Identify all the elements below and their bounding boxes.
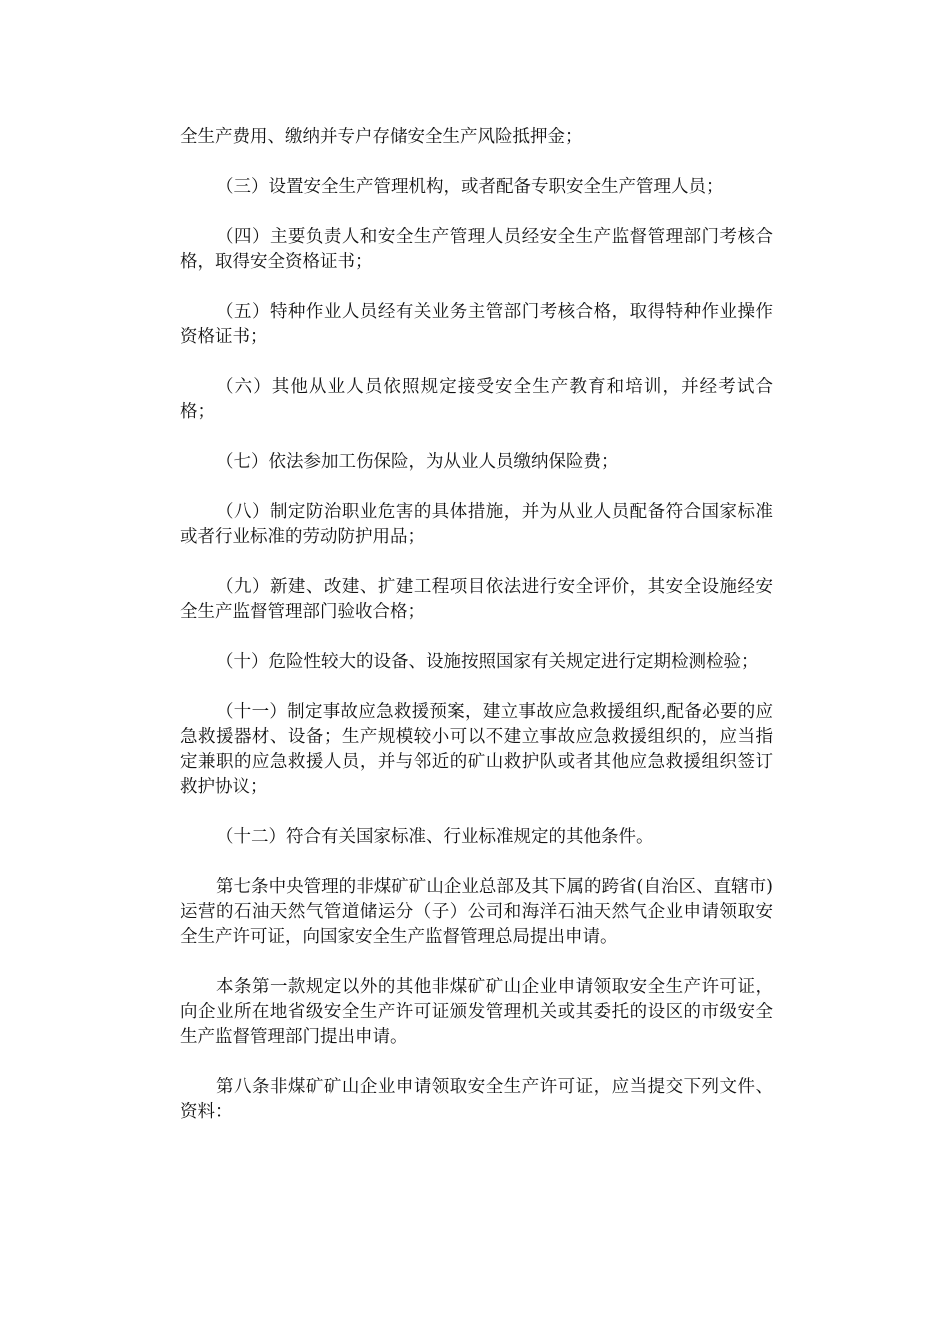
paragraph-article-8: 第八条非煤矿矿山企业申请领取安全生产许可证，应当提交下列文件、资料： [180, 1077, 773, 1122]
paragraph-article-7: 第七条中央管理的非煤矿矿山企业总部及其下属的跨省(自治区、直辖市)运营的石油天然气管道储运分（子）公司和海洋石油天然气企业申请领取安全生产许可证，向国家安全生产监督管理总局提出申请。 [180, 877, 773, 947]
paragraph-item-11: （十一）制定事故应急救援预案，建立事故应急救援组织,配备必要的应急救援器材、设备；生产规模较小可以不建立事故应急救援组织的，应当指定兼职的应急救援人员，并与邻近的矿山救护队或者其他应急救援组织签订救护协议； [180, 702, 773, 797]
paragraph-item-5: （五）特种作业人员经有关业务主管部门考核合格，取得特种作业操作资格证书； [180, 302, 773, 347]
document-body [180, 125, 773, 1150]
paragraph-item-3: （三）设置安全生产管理机构，或者配备专职安全生产管理人员； [216, 177, 724, 197]
paragraph-item-4: （四）主要负责人和安全生产管理人员经安全生产监督管理部门考核合格，取得安全资格证书； [180, 227, 773, 272]
paragraph-article-7-clause-2: 本条第一款规定以外的其他非煤矿矿山企业申请领取安全生产许可证，向企业所在地省级安全生产许可证颁发管理机关或其委托的设区的市级安全生产监督管理部门提出申请。 [180, 977, 773, 1047]
paragraph-item-7: （七）依法参加工伤保险，为从业人员缴纳保险费； [216, 452, 619, 472]
paragraph-item-12: （十二）符合有关国家标准、行业标准规定的其他条件。 [216, 827, 654, 847]
paragraph-continuation: 全生产费用、缴纳并专户存储安全生产风险抵押金； [180, 127, 583, 147]
paragraph-item-6: （六）其他从业人员依照规定接受安全生产教育和培训，并经考试合格； [180, 377, 773, 422]
paragraph-item-9: （九）新建、改建、扩建工程项目依法进行安全评价，其安全设施经安全生产监督管理部门验收合格； [180, 577, 773, 622]
paragraph-item-10: （十）危险性较大的设备、设施按照国家有关规定进行定期检测检验； [216, 652, 759, 672]
paragraph-item-8: （八）制定防治职业危害的具体措施，并为从业人员配备符合国家标准或者行业标准的劳动防护用品； [180, 502, 773, 547]
